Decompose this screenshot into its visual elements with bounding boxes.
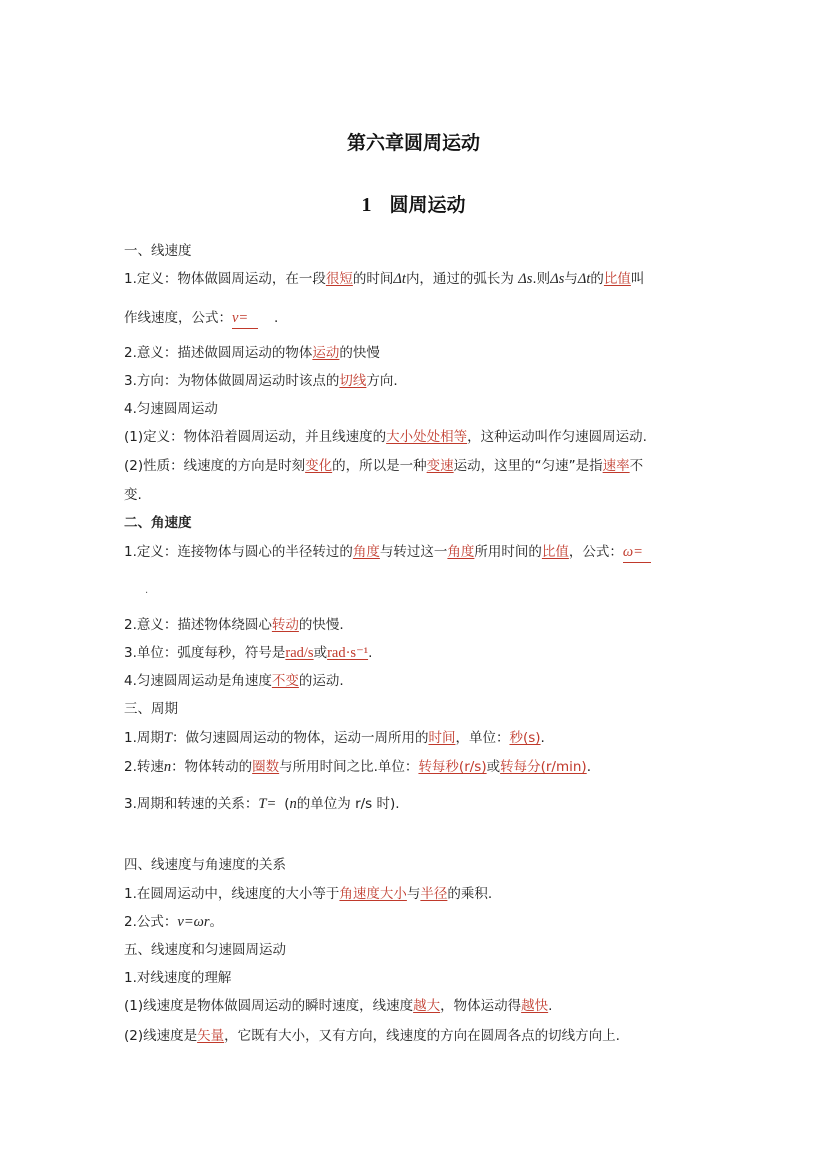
text: .则	[532, 271, 551, 287]
formula: ω=	[622, 544, 643, 560]
uniform-circular-motion-heading: 4.匀速圆周运动	[124, 401, 218, 417]
text: 与所用时间之比.单位：	[279, 759, 419, 775]
answer: rad/s	[285, 645, 314, 661]
text: 1.周期	[124, 730, 164, 746]
uniform-property	[124, 456, 643, 476]
text: .	[274, 310, 279, 326]
uniform-property-cont: 变.	[124, 487, 142, 503]
text: 与	[406, 886, 421, 902]
answer: 很短	[325, 271, 353, 287]
symbol: Δt	[577, 271, 591, 287]
answer: 变速	[426, 458, 454, 474]
text: 3.方向：为物体做圆周运动时该点的	[124, 373, 340, 389]
text: 的，所以是一种	[332, 458, 427, 474]
text: ，这种运动叫作匀速圆周运动.	[467, 429, 647, 445]
formula-dot: .	[145, 585, 149, 596]
period-definition	[124, 728, 545, 748]
understanding-2	[124, 1026, 620, 1046]
period-speed-relation	[124, 794, 400, 814]
text: ：做匀速圆周运动的物体，运动一周所用的	[171, 730, 429, 746]
relation-formula	[124, 912, 223, 932]
text: 的乘积.	[447, 886, 493, 902]
symbol: n	[163, 759, 172, 775]
text: 3.周期和转速的关系：	[124, 796, 259, 812]
text: ，公式：	[568, 544, 623, 560]
understanding-heading: 1.对线速度的理解	[124, 970, 232, 986]
linear-velocity-direction	[124, 371, 398, 391]
answer: 不变	[271, 673, 299, 689]
text: 2.意义：描述物体绕圆心	[124, 617, 272, 633]
linear-velocity-definition	[124, 269, 644, 289]
text: 3.单位：弧度每秒，符号是	[124, 645, 286, 661]
text: ，它既有大小，又有方向，线速度的方向在圆周各点的切线方向上.	[224, 1028, 620, 1044]
heading-linear-velocity: 一、线速度	[124, 243, 192, 259]
angular-velocity-unit	[124, 643, 372, 663]
answer: 变化	[305, 458, 333, 474]
text: 2.转速	[124, 759, 164, 775]
angular-velocity-definition	[124, 542, 651, 563]
answer: rad·s⁻¹	[327, 645, 369, 661]
symbol: n	[289, 796, 297, 812]
answer: 转每秒(r/s)	[418, 759, 487, 775]
angular-velocity-uniform	[124, 671, 344, 691]
linear-velocity-formula-line	[124, 308, 278, 329]
text: 方向.	[366, 373, 398, 389]
answer: 转每分(r/min)	[500, 759, 587, 775]
chapter-title: 第六章圆周运动	[346, 132, 480, 154]
answer: 圈数	[252, 759, 280, 775]
answer: 角速度大小	[339, 886, 407, 902]
formula: v=ωr	[177, 914, 210, 930]
symbol: Δs	[550, 271, 565, 287]
heading-period: 三、周期	[124, 701, 178, 717]
text: 1.定义：连接物体与圆心的半径转过的	[124, 544, 353, 560]
text: 的单位为 r/s 时).	[296, 796, 400, 812]
text: 的运动.	[298, 673, 344, 689]
answer: 时间	[428, 730, 456, 746]
section-number: 1	[361, 194, 372, 216]
answer: 大小处处相等	[386, 429, 468, 445]
text: 2.意义：描述做圆周运动的物体	[124, 345, 313, 361]
answer: 越快	[521, 998, 549, 1014]
text: 不	[629, 458, 644, 474]
answer: 比值	[603, 271, 631, 287]
angular-velocity-meaning	[124, 615, 344, 635]
answer: 越大	[413, 998, 441, 1014]
answer: 切线	[339, 373, 367, 389]
text: 的	[590, 271, 604, 287]
text: ：物体转动的	[171, 759, 253, 775]
heading-angular-velocity: 二、角速度	[124, 515, 192, 531]
text: ，物体运动得	[440, 998, 522, 1014]
formula: T=	[258, 796, 277, 812]
text: .	[540, 730, 545, 746]
answer: 角度	[352, 544, 380, 560]
heading-relation: 四、线速度与角速度的关系	[124, 857, 286, 873]
answer: 角度	[447, 544, 475, 560]
section-title-text: 圆周运动	[389, 194, 466, 216]
text: 的时间	[352, 271, 394, 287]
answer: 矢量	[197, 1028, 225, 1044]
text: (	[284, 796, 290, 812]
text: 1.定义：物体做圆周运动，在一段	[124, 271, 326, 287]
text: (1)定义：物体沿着圆周运动，并且线速度的	[124, 429, 387, 445]
section-title	[0, 190, 827, 217]
text: (2)线速度是	[124, 1028, 198, 1044]
text: 所用时间的	[474, 544, 542, 560]
text: 内，通过的弧长为	[405, 271, 514, 287]
answer: 半径	[420, 886, 448, 902]
symbol: Δs	[518, 271, 533, 287]
heading-linear-uniform: 五、线速度和匀速圆周运动	[124, 942, 286, 958]
answer: 速率	[602, 458, 630, 474]
text: .	[586, 759, 591, 775]
text: 4.匀速圆周运动是角速度	[124, 673, 272, 689]
symbol: T	[163, 730, 172, 746]
answer: 比值	[541, 544, 569, 560]
text: (2)性质：线速度的方向是时刻	[124, 458, 306, 474]
text: 运动，这里的“匀速”是指	[453, 458, 603, 474]
text: .	[548, 998, 553, 1014]
symbol: Δt	[393, 271, 406, 287]
text: 的快慢	[339, 345, 380, 361]
text: 或	[313, 645, 328, 661]
formula: v=	[232, 310, 249, 326]
rotation-speed-definition	[124, 757, 591, 777]
text: ，单位：	[455, 730, 510, 746]
answer: 转动	[271, 617, 299, 633]
text: 或	[486, 759, 501, 775]
linear-velocity-meaning	[124, 343, 380, 363]
text: (1)线速度是物体做圆周运动的瞬时速度，线速度	[124, 998, 414, 1014]
text: .	[368, 645, 373, 661]
text: 作线速度，公式：	[124, 310, 232, 326]
relation-statement	[124, 884, 492, 904]
text: 与	[564, 271, 578, 287]
text: 与转过这一	[379, 544, 448, 560]
answer: 运动	[312, 345, 340, 361]
text: 叫	[630, 271, 645, 287]
text: 1.在圆周运动中，线速度的大小等于	[124, 886, 340, 902]
text: 的快慢.	[298, 617, 344, 633]
text: 2.公式：	[124, 914, 178, 930]
answer: 秒(s)	[509, 730, 541, 746]
uniform-definition	[124, 427, 647, 447]
understanding-1	[124, 996, 552, 1016]
text: 。	[209, 914, 223, 930]
